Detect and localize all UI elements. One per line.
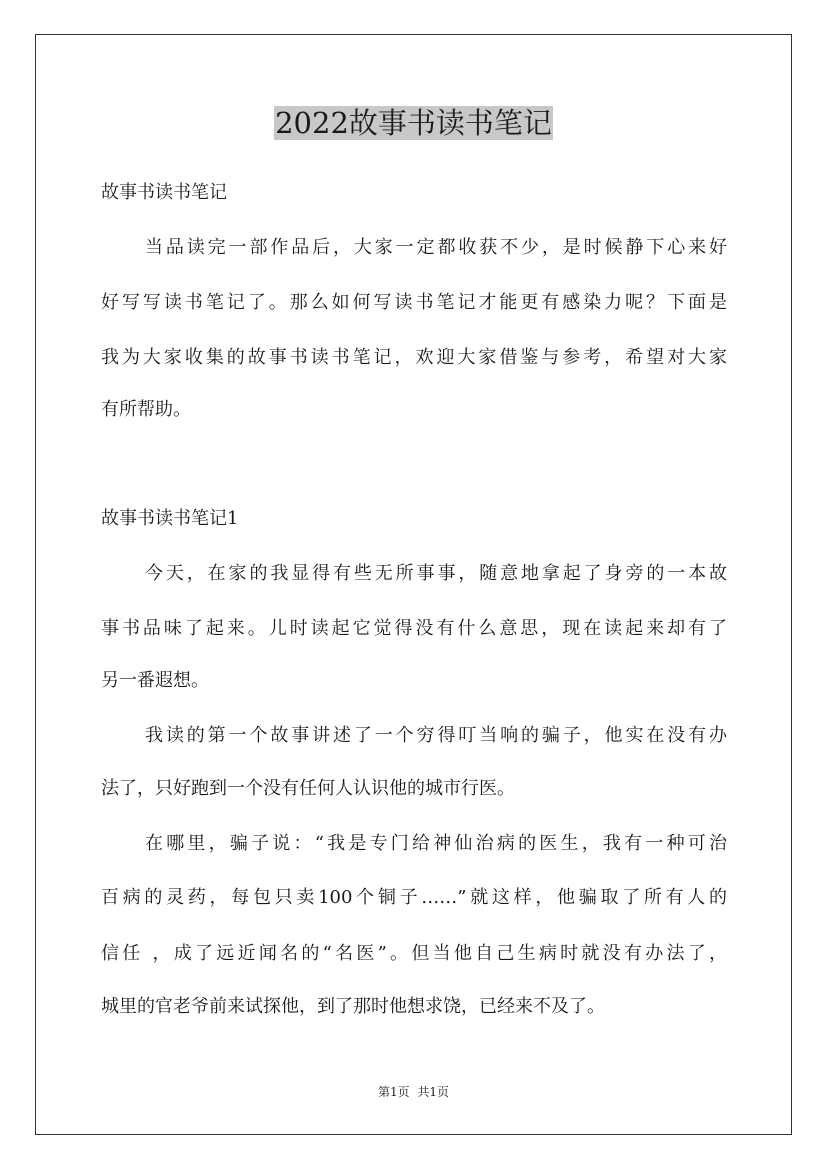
paragraph-line: 另一番遐想。: [101, 670, 209, 691]
paragraph-line: 今天，在家的我显得有些无所事事，随意地拿起了身旁的一本故: [145, 563, 727, 584]
page-total: 共1页: [417, 1085, 449, 1099]
section-heading: 故事书读书笔记1: [101, 508, 239, 529]
paragraph-line: 法了，只好跑到一个没有任何人认识他的城市行医。: [101, 778, 515, 799]
paragraph-line: 城里的官老爷前来试探他，到了那时他想求饶，已经来不及了。: [101, 996, 605, 1017]
paragraph-line: 百病的灵药，每包只卖100个铜子……”就这样，他骗取了所有人的: [101, 887, 727, 908]
page-footer: [0, 1084, 827, 1100]
intro-line: 当品读完一部作品后，大家一定都收获不少，是时候静下心来好: [145, 237, 727, 258]
intro-line: 我为大家收集的故事书读书笔记，欢迎大家借鉴与参考，希望对大家: [101, 347, 727, 368]
page-number: 第1页: [378, 1085, 410, 1099]
intro-heading: 故事书读书笔记: [101, 182, 227, 203]
paragraph-line: 事书品味了起来。儿时读起它觉得没有什么意思，现在读起来却有了: [101, 618, 727, 639]
paragraph-line: 在哪里，骗子说：“我是专门给神仙治病的医生，我有一种可治: [145, 833, 727, 854]
intro-line: 好写写读书笔记了。那么如何写读书笔记才能更有感染力呢？下面是: [101, 292, 727, 313]
document-title-text: 2022故事书读书笔记: [275, 106, 552, 140]
paragraph-line: 我读的第一个故事讲述了一个穷得叮当响的骗子，他实在没有办: [145, 725, 727, 746]
paragraph-line: 信任 ，成了远近闻名的“名医”。但当他自己生病时就没有办法了，: [101, 943, 727, 964]
intro-line: 有所帮助。: [101, 399, 191, 420]
document-title: [0, 104, 827, 142]
